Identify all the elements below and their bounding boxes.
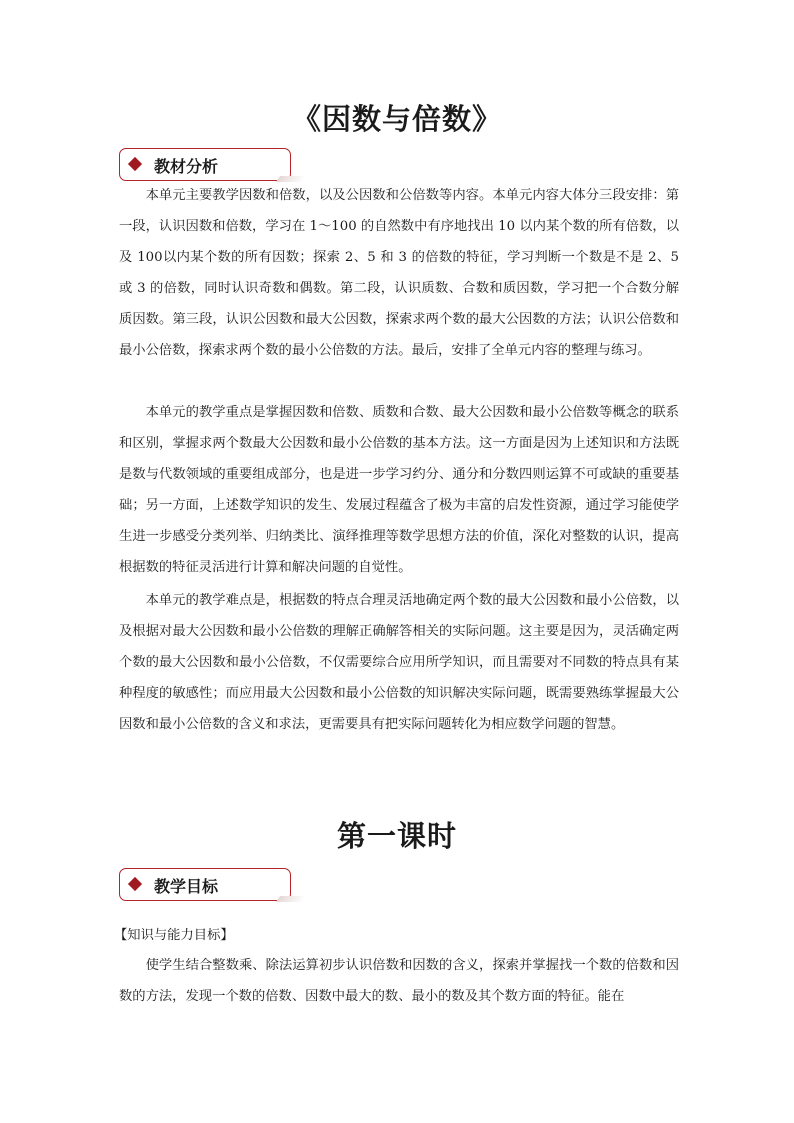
paragraph-overview: 本单元主要教学因数和倍数，以及公因数和公倍数等内容。本单元内容大体分三段安排：第一段，认识因数和倍数，学习在 1～100 的自然数中有序地找出 10 以内某个数的所有倍数，以及 100以内某个数的所有因数；探索 2、5 和 3 的倍数的特征，学习判断一个数是不是 2、5 或 3 的倍数，同时认识奇数和偶数。第二段，认识质数、合数和质因数，学习把一个合数分解质因数。第三段，认识公因数和最大公因数，探索求两个数的最大公因数的方法；认识公倍数和最小公倍数，探索求两个数的最小公倍数的方法。最后，安排了全单元内容的整理与练习。 (119, 188, 679, 358)
diamond-bullet-icon (128, 877, 142, 891)
diamond-bullet-icon (128, 157, 142, 171)
subheading-knowledge-goals: 【知识与能力目标】 (114, 928, 234, 943)
lesson-title: 第一课时 (336, 819, 457, 853)
paragraph-difficulties: 本单元的教学难点是，根据数的特点合理灵活地确定两个数的最大公因数和最小公倍数，以及根据对最大公因数和最小公倍数的理解正确解答相关的实际问题。这主要是因为，灵活确定两个数的最大公因数和最小公倍数，不仅需要综合应用所学知识，而且需要对不同数的特点具有某种程度的敏感性；而应用最大公因数和最小公倍数的知识解决实际问题，既需要熟练掌握最大公因数和最小公倍数的含义和求法，更需要具有把实际问题转化为相应数学问题的智慧。 (119, 593, 679, 732)
document-title: 《因数与倍数》 (291, 102, 502, 136)
paragraph-key-points: 本单元的教学重点是掌握因数和倍数、质数和合数、最大公因数和最小公倍数等概念的联系和区别，掌握求两个数最大公因数和最小公倍数的基本方法。这一方面是因为上述知识和方法既是数与代数领域的重要组成部分，也是进一步学习约分、通分和分数四则运算不可或缺的重要基础；另一方面，上述数学知识的发生、发展过程蕴含了极为丰富的启发性资源，通过学习能使学生进一步感受分类列举、归纳类比、演绎推理等数学思想方法的价值，深化对整数的认识，提高根据数的特征灵活进行计算和解决问题的自觉性。 (119, 405, 679, 575)
paragraph-goals: 使学生结合整数乘、除法运算初步认识倍数和因数的含义，探索并掌握找一个数的倍数和因数的方法，发现一个数的倍数、因数中最大的数、最小的数及其个数方面的特征。能在 (119, 958, 679, 1004)
section-label: 教学目标 (154, 877, 219, 896)
section-header-teaching-goals (119, 868, 291, 901)
section-label: 教材分析 (154, 157, 219, 176)
section-header-textbook-analysis (119, 148, 291, 181)
